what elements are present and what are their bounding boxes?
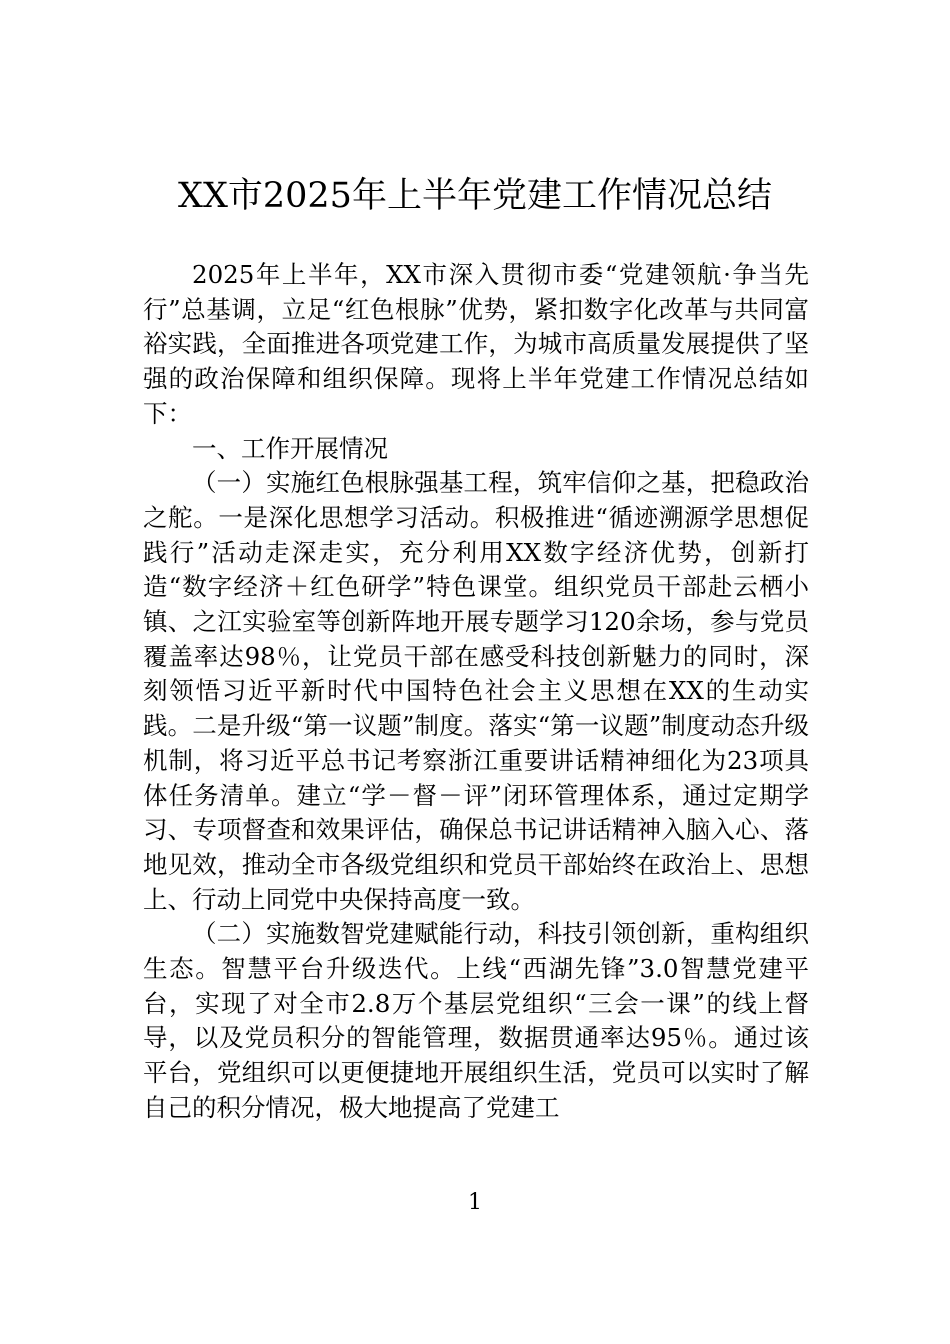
document-title: XX市2025年上半年党建工作情况总结: [178, 176, 772, 216]
section-1-paragraph: （一）实施红色根脉强基工程，筑牢信仰之基，把稳政治之舵。一是深化思想学习活动。积极推进“循迹溯源学思想促践行”活动走深走实，充分利用XX数字经济优势，创新打造“数字经济＋红色研学”特色课堂。组织党员干部赴云栖小镇、之江实验室等创新阵地开展专题学习120余场，参与党员覆盖率达98％，让党员干部在感受科技创新魅力的同时，深刻领悟习近平新时代中国特色社会主义思想在XX的生动实践。二是升级“第一议题”制度。落实“第一议题”制度动态升级机制，将习近平总书记考察浙江重要讲话精神细化为23项具体任务清单。建立“学－督－评”闭环管理体系，通过定期学习、专项督查和效果评估，确保总书记讲话精神入脑入心、落地见效，推动全市各级党组织和党员干部始终在政治上、思想上、行动上同党中央保持高度一致。: [143, 468, 809, 914]
intro-paragraph: 2025年上半年，XX市深入贯彻市委“党建领航·争当先行”总基调，立足“红色根脉”优势，紧扣数字化改革与共同富裕实践，全面推进各项党建工作，为城市高质量发展提供了坚强的政治保障和组织保障。现将上半年党建工作情况总结如下：: [143, 260, 809, 428]
document-body: [143, 258, 809, 1126]
section-2-paragraph: （二）实施数智党建赋能行动，科技引领创新，重构组织生态。智慧平台升级迭代。上线“西湖先锋”3.0智慧党建平台，实现了对全市2.8万个基层党组织“三会一课”的线上督导，以及党员积分的智能管理，数据贯通率达95％。通过该平台，党组织可以更便捷地开展组织生活，党员可以实时了解自己的积分情况，极大地提高了党建工: [143, 919, 809, 1122]
page-number: 1: [468, 1190, 482, 1215]
section-heading: 一、工作开展情况: [192, 433, 388, 463]
